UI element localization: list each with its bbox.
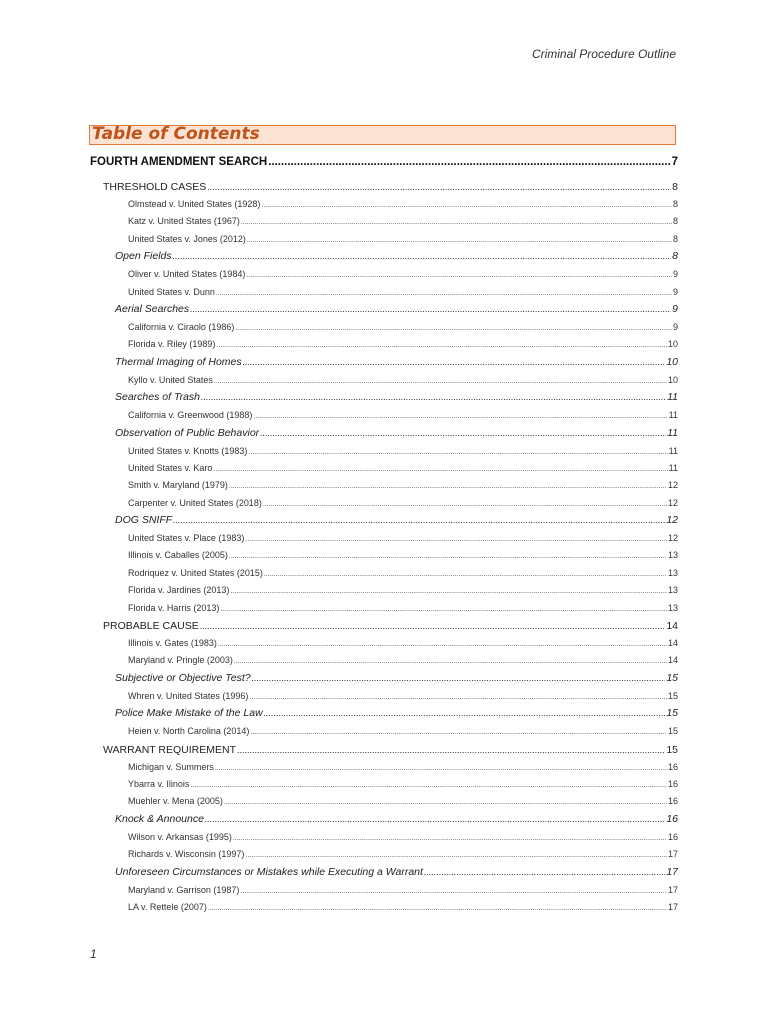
toc-leader-dots <box>263 501 667 508</box>
toc-entry-label: PROBABLE CAUSE <box>103 620 199 633</box>
toc-entry-page: 13 <box>667 550 678 561</box>
toc-entry[interactable] <box>90 426 678 444</box>
toc-entry-label: Michigan v. Summers <box>128 761 214 772</box>
toc-leader-dots <box>201 392 666 402</box>
toc-entry[interactable] <box>90 496 678 513</box>
toc-entry-page: 13 <box>667 567 678 578</box>
toc-entry-label: Ybarra v. Ilinois <box>128 778 190 789</box>
toc-leader-dots <box>190 782 667 789</box>
toc-entry[interactable] <box>90 249 678 267</box>
toc-entry[interactable] <box>90 513 678 531</box>
toc-entry-page: 17 <box>667 884 678 895</box>
toc-entry[interactable] <box>90 337 678 354</box>
toc-entry-page: 15 <box>666 707 678 720</box>
toc-entry-page: 10 <box>667 339 678 350</box>
toc-entry-label: United States v. Jones (2012) <box>128 233 246 244</box>
toc-entry-page: 17 <box>667 901 678 912</box>
toc-entry[interactable] <box>90 302 678 320</box>
toc-entry-label: LA v. Rettele (2007) <box>128 901 207 912</box>
toc-leader-dots <box>218 641 667 648</box>
toc-entry[interactable] <box>90 653 678 670</box>
toc-entry-page: 11 <box>667 426 678 439</box>
toc-leader-dots <box>250 729 667 736</box>
toc-entry-label: WARRANT REQUIREMENT <box>103 743 237 756</box>
toc-leader-dots <box>214 378 667 385</box>
toc-entry[interactable] <box>90 583 678 600</box>
toc-entry[interactable] <box>90 671 678 689</box>
toc-entry[interactable] <box>90 636 678 653</box>
toc-entry-page: 12 <box>667 497 678 508</box>
toc-entry[interactable] <box>90 214 678 231</box>
toc-entry-label: Observation of Public Behavior <box>115 426 260 439</box>
toc-entry-label: Florida v. Jardines (2013) <box>128 585 230 596</box>
toc-entry-page: 9 <box>672 286 678 297</box>
toc-entry[interactable] <box>90 566 678 583</box>
toc-entry-page: 17 <box>666 865 678 878</box>
toc-entry-label: Kyllo v. United States <box>128 374 213 385</box>
toc-leader-dots <box>247 237 672 244</box>
toc-entry[interactable] <box>90 742 678 760</box>
toc-entry-page: 12 <box>666 514 678 527</box>
toc-entry-page: 8 <box>672 181 678 193</box>
toc-entry-page: 7 <box>671 156 678 168</box>
toc-entry-label: Oliver v. United States (1984) <box>128 269 246 280</box>
toc-entry-page: 10 <box>666 355 678 368</box>
toc-leader-dots <box>200 621 666 631</box>
toc-leader-dots <box>249 694 667 701</box>
toc-entry[interactable] <box>90 478 678 495</box>
toc-entry[interactable] <box>90 812 678 830</box>
toc-entry-label: Maryland v. Pringle (2003) <box>128 655 233 666</box>
toc-leader-dots <box>229 483 667 490</box>
toc-leader-dots <box>243 357 666 367</box>
toc-entry[interactable] <box>90 197 678 214</box>
toc-entry-page: 16 <box>667 761 678 772</box>
toc-entry-page: 16 <box>667 796 678 807</box>
toc-entry[interactable] <box>90 618 678 636</box>
toc-leader-dots <box>246 272 672 279</box>
toc-entry-page: 9 <box>672 269 678 280</box>
toc-leader-dots <box>215 765 667 772</box>
toc-leader-dots <box>208 905 667 912</box>
toc-leader-dots <box>260 428 666 438</box>
toc-leader-dots <box>213 466 667 473</box>
toc-entry-page: 17 <box>667 849 678 860</box>
toc-entry-page: 10 <box>667 374 678 385</box>
toc-entry[interactable] <box>90 390 678 408</box>
toc-entry[interactable] <box>90 267 678 284</box>
toc-entry[interactable] <box>90 355 678 373</box>
toc-entry-page: 8 <box>672 250 678 263</box>
toc-leader-dots <box>424 867 665 877</box>
toc-entry[interactable] <box>90 724 678 741</box>
toc-entry-label: Smith v. Maryland (1979) <box>128 480 228 491</box>
toc-entry[interactable] <box>90 152 678 179</box>
toc-entry-label: Heien v. North Carolina (2014) <box>128 726 250 737</box>
toc-leader-dots <box>173 251 672 261</box>
toc-entry-label: THRESHOLD CASES <box>103 181 207 193</box>
toc-leader-dots <box>190 304 671 314</box>
toc-entry-page: 14 <box>667 638 678 649</box>
toc-leader-dots <box>224 799 667 806</box>
toc-entry-label: Katz v. United States (1967) <box>128 216 240 227</box>
toc-entry[interactable] <box>90 830 678 847</box>
toc-entry-label: Unforeseen Circumstances or Mistakes while Executing a Warrant <box>115 865 423 878</box>
toc-entry-page: 11 <box>668 462 678 473</box>
toc-entry-page: 15 <box>666 743 678 756</box>
toc-leader-dots <box>248 449 667 456</box>
toc-leader-dots <box>264 708 666 718</box>
toc-entry-page: 12 <box>667 533 678 544</box>
toc-entry-label: United States v. Karo <box>128 462 213 473</box>
toc-entry-label: United States v. Knotts (1983) <box>128 445 248 456</box>
toc-entry[interactable] <box>90 689 678 706</box>
toc-leader-dots <box>220 606 667 613</box>
toc-entry-page: 16 <box>667 831 678 842</box>
toc-entry-label: Thermal Imaging of Homes <box>115 355 242 368</box>
toc-entry-page: 14 <box>666 620 678 633</box>
toc-leader-dots <box>235 325 672 332</box>
toc-entry-label: FOURTH AMENDMENT SEARCH <box>90 156 268 168</box>
running-header: Criminal Procedure Outline <box>531 47 676 61</box>
toc-entry[interactable] <box>90 847 678 864</box>
toc-leader-dots <box>261 202 672 209</box>
toc-entry-page: 11 <box>668 410 678 421</box>
toc-entry-label: Rodriquez v. United States (2015) <box>128 567 263 578</box>
toc-entry[interactable] <box>90 179 678 197</box>
toc-entry[interactable] <box>90 865 678 883</box>
toc-leader-dots <box>252 673 666 683</box>
toc-entry-page: 15 <box>667 726 678 737</box>
toc-entry-page: 15 <box>667 690 678 701</box>
toc-leader-dots <box>216 290 672 297</box>
toc-entry-page: 16 <box>666 812 678 825</box>
toc-entry-label: United States v. Place (1983) <box>128 533 245 544</box>
toc-leader-dots <box>233 835 667 842</box>
toc-leader-dots <box>241 219 672 226</box>
toc-leader-dots <box>173 515 665 525</box>
toc-entry[interactable] <box>90 373 678 390</box>
toc-entry[interactable] <box>90 285 678 302</box>
toc-leader-dots <box>229 553 667 560</box>
toc-leader-dots <box>230 588 667 595</box>
toc-entry[interactable] <box>90 461 678 478</box>
toc-entry-label: California v. Ciraolo (1986) <box>128 321 235 332</box>
toc-entry-label: California v. Greenwood (1988) <box>128 410 253 421</box>
toc-entry-page: 11 <box>668 445 678 456</box>
toc-leader-dots <box>268 156 670 168</box>
toc-entry-page: 9 <box>672 302 678 315</box>
toc-entry[interactable] <box>90 232 678 249</box>
toc-entry-label: Illinois v. Caballes (2005) <box>128 550 228 561</box>
toc-entry-label: Florida v. Harris (2013) <box>128 602 220 613</box>
toc-leader-dots <box>240 888 667 895</box>
toc-title-box <box>89 125 676 145</box>
toc-entry[interactable] <box>90 883 678 900</box>
toc-entry-page: 12 <box>667 480 678 491</box>
toc-entry[interactable] <box>90 408 678 425</box>
toc-entry-page: 8 <box>672 216 678 227</box>
toc-leader-dots <box>237 745 665 755</box>
table-of-contents <box>90 152 678 917</box>
toc-entry-label: Carpenter v. United States (2018) <box>128 497 262 508</box>
toc-entry-label: Searches of Trash <box>115 391 201 404</box>
toc-entry-label: Illinois v. Gates (1983) <box>128 638 217 649</box>
toc-entry[interactable] <box>90 794 678 811</box>
toc-leader-dots <box>207 182 671 192</box>
toc-entry[interactable] <box>90 601 678 618</box>
toc-entry-label: Wilson v. Arkansas (1995) <box>128 831 232 842</box>
page-number: 1 <box>90 947 97 961</box>
toc-entry-label: Florida v. Riley (1989) <box>128 339 216 350</box>
toc-entry-label: Subjective or Objective Test? <box>115 671 251 684</box>
toc-entry-label: Whren v. United States (1996) <box>128 690 249 701</box>
toc-entry[interactable] <box>90 531 678 548</box>
toc-entry-label: Olmstead v. United States (1928) <box>128 199 261 209</box>
toc-entry[interactable] <box>90 320 678 337</box>
toc-entry-label: Maryland v. Garrison (1987) <box>128 884 240 895</box>
toc-entry-label: DOG SNIFF <box>115 514 173 527</box>
toc-entry-page: 15 <box>666 671 678 684</box>
toc-entry-page: 9 <box>672 321 678 332</box>
toc-leader-dots <box>234 658 667 665</box>
toc-leader-dots <box>205 814 665 824</box>
toc-entry-page: 8 <box>672 199 678 209</box>
toc-entry-page: 16 <box>667 778 678 789</box>
toc-entry[interactable] <box>90 777 678 794</box>
toc-leader-dots <box>264 571 667 578</box>
toc-entry-label: Open Fields <box>115 250 172 263</box>
toc-entry[interactable] <box>90 444 678 461</box>
toc-entry[interactable] <box>90 760 678 777</box>
toc-leader-dots <box>253 413 667 420</box>
toc-entry-page: 13 <box>667 585 678 596</box>
toc-entry[interactable] <box>90 900 678 917</box>
toc-leader-dots <box>245 536 667 543</box>
toc-entry-page: 13 <box>667 602 678 613</box>
toc-entry-label: Police Make Mistake of the Law <box>115 707 263 720</box>
toc-entry-label: Knock & Announce <box>115 812 204 825</box>
toc-leader-dots <box>245 852 667 859</box>
toc-entry-page: 8 <box>672 233 678 244</box>
toc-entry-label: United States v. Dunn <box>128 286 215 297</box>
toc-entry-page: 11 <box>667 391 678 404</box>
toc-title: Table of Contents <box>92 124 260 144</box>
toc-leader-dots <box>216 342 667 349</box>
toc-entry-label: Richards v. Wisconsin (1997) <box>128 849 245 860</box>
toc-entry-page: 14 <box>667 655 678 666</box>
toc-entry-label: Muehler v. Mena (2005) <box>128 796 223 807</box>
toc-entry[interactable] <box>90 548 678 565</box>
toc-entry[interactable] <box>90 706 678 724</box>
toc-entry-label: Aerial Searches <box>115 302 190 315</box>
